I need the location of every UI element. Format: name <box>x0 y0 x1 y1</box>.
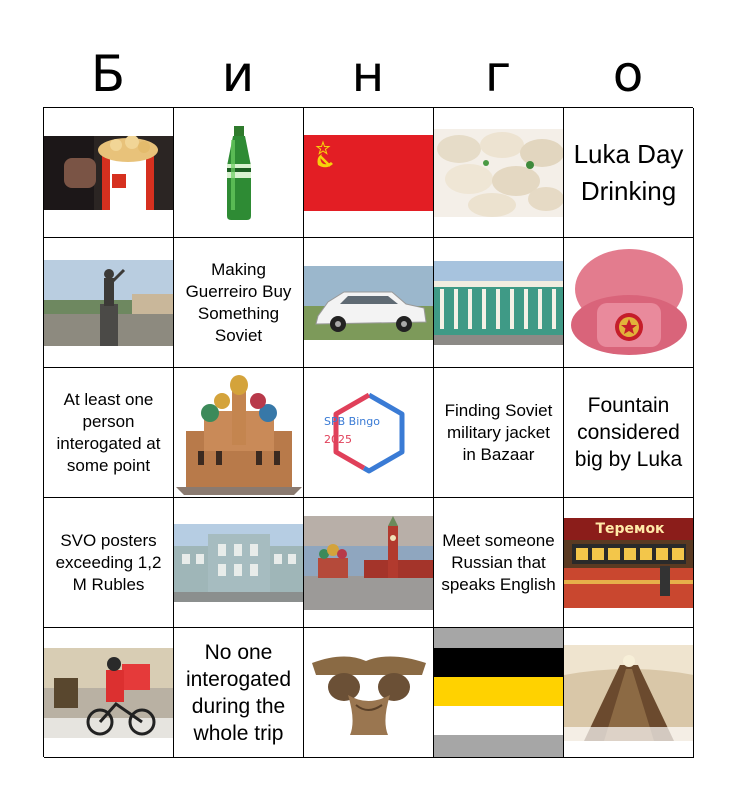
green-soda-bottle-photo-icon <box>219 126 259 220</box>
lada-car-photo-icon <box>304 266 434 340</box>
cell-label: SVO posters exceeding 1,2 M Rubles <box>55 530 162 594</box>
header-letter-g: г <box>484 45 512 103</box>
cell-church[interactable] <box>174 368 304 498</box>
cell-pelmeni[interactable] <box>434 108 564 238</box>
bingo-grid <box>43 107 693 757</box>
cell-label: Finding Soviet military jacket in Bazaar <box>444 400 553 464</box>
cell-no-one-interrogated[interactable] <box>174 628 304 758</box>
free-space-year: 2025 <box>324 433 352 446</box>
cell-guerreiro-soviet[interactable] <box>174 238 304 368</box>
cell-meet-russian[interactable] <box>434 498 564 628</box>
winter-palace-photo-icon <box>434 261 564 345</box>
cell-luka-day-drinking[interactable] <box>564 108 694 238</box>
cell-interrogated-once[interactable] <box>44 368 174 498</box>
cell-fountain[interactable] <box>564 368 694 498</box>
atlantes-statue-photo-icon <box>304 651 434 735</box>
free-space-title: SPB Bingo <box>324 415 380 428</box>
cell-soviet-flag[interactable] <box>304 108 434 238</box>
cell-free-space[interactable] <box>304 368 434 498</box>
cell-red-square[interactable] <box>304 498 434 628</box>
cell-popcorn[interactable] <box>44 108 174 238</box>
header-letter-i: и <box>221 45 255 103</box>
pelmeni-dumplings-photo-icon <box>434 129 564 217</box>
cell-imperial-flag[interactable] <box>434 628 564 758</box>
cell-svo-posters[interactable] <box>44 498 174 628</box>
cell-delivery-cyclist[interactable] <box>44 628 174 758</box>
cell-label: At least one person interogated at some point <box>56 389 161 475</box>
cell-winter-palace[interactable] <box>434 238 564 368</box>
cell-atlantes[interactable] <box>304 628 434 758</box>
cell-label: No one interogated during the whole trip <box>185 640 292 745</box>
cell-soda-bottle[interactable] <box>174 108 304 238</box>
cell-lada-car[interactable] <box>304 238 434 368</box>
metro-escalator-photo-icon <box>564 645 694 741</box>
church-savior-on-blood-photo-icon <box>176 371 302 495</box>
ushanka-hat-photo-icon <box>569 243 689 363</box>
lenin-statue-photo-icon <box>44 260 174 346</box>
cell-label: Fountain considered big by Luka <box>574 394 683 471</box>
popcorn-bucket-photo-icon <box>44 136 174 210</box>
soviet-flag-icon <box>304 135 434 211</box>
red-square-kremlin-photo-icon <box>304 516 434 610</box>
mariinsky-theatre-photo-icon <box>174 524 304 602</box>
cell-metro-escalator[interactable] <box>564 628 694 758</box>
bingo-header <box>43 40 693 108</box>
cell-label: Luka Day Drinking <box>573 138 684 206</box>
header-letter-o: о <box>612 45 644 103</box>
teremok-sign-text: Теремок <box>595 521 665 537</box>
cell-label: Meet someone Russian that speaks English <box>441 530 556 594</box>
cell-lenin-statue[interactable] <box>44 238 174 368</box>
header-letter-n: н <box>351 45 385 103</box>
cell-ushanka[interactable] <box>564 238 694 368</box>
cell-teremok[interactable] <box>564 498 694 628</box>
cell-mariinsky[interactable] <box>174 498 304 628</box>
imperial-russian-flag-icon <box>434 628 564 758</box>
cell-soviet-jacket[interactable] <box>434 368 564 498</box>
delivery-cyclist-photo-icon <box>44 648 174 738</box>
header-letter-b: Б <box>90 45 126 103</box>
cell-label: Making Guerreiro Buy Something Soviet <box>185 259 292 345</box>
